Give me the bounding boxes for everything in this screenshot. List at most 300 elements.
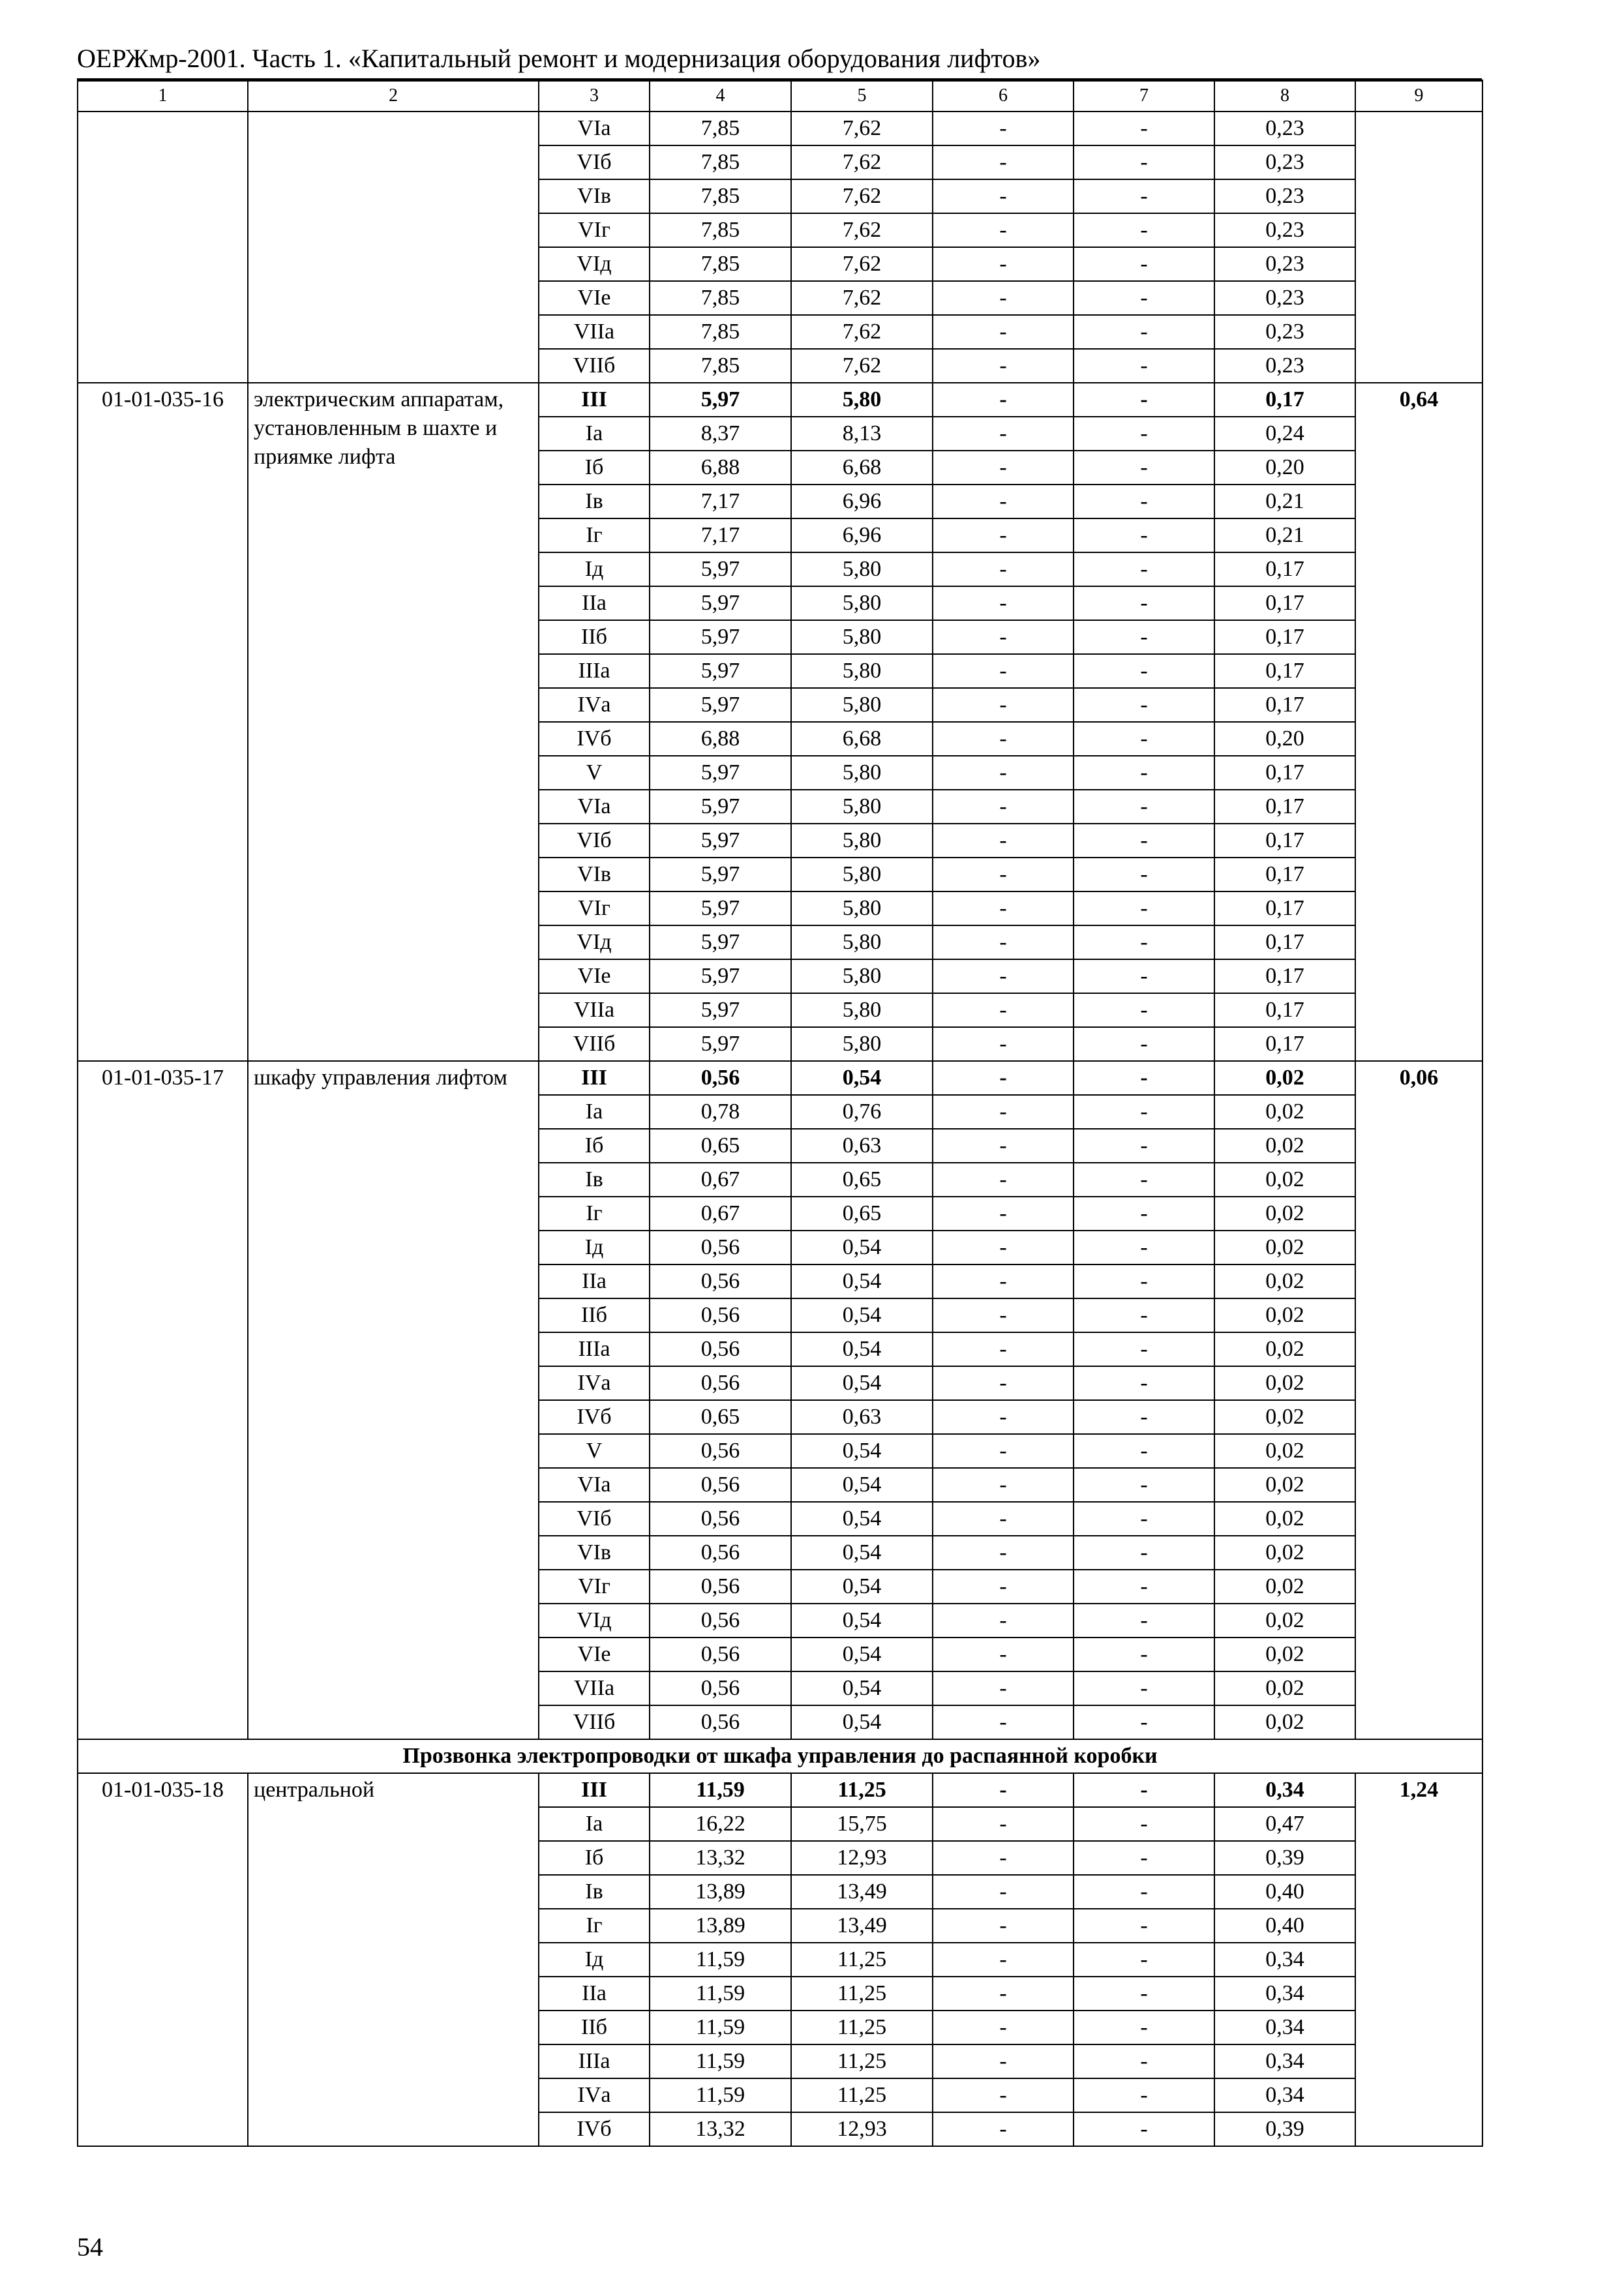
value-cell: 5,97 (650, 688, 791, 722)
value-cell: - (1074, 281, 1214, 315)
value-cell: 5,97 (650, 756, 791, 790)
value-cell: 5,97 (650, 552, 791, 586)
zone-cell: VIIб (539, 349, 650, 383)
value-cell: - (1074, 756, 1214, 790)
value-cell: - (1074, 518, 1214, 552)
column-number: 3 (539, 80, 650, 112)
zone-cell: IIб (539, 620, 650, 654)
value-cell: - (1074, 586, 1214, 620)
table-row (78, 1773, 1482, 1807)
zone-cell: VIб (539, 1502, 650, 1536)
value-cell: 7,85 (650, 112, 791, 145)
value-cell: 13,49 (791, 1875, 933, 1909)
value-cell: 0,56 (650, 1061, 791, 1095)
value-cell: - (933, 349, 1074, 383)
value-cell: - (933, 281, 1074, 315)
value-cell: 6,88 (650, 722, 791, 756)
value-cell: 0,02 (1214, 1570, 1355, 1604)
total-cell: 0,64 (1355, 383, 1482, 1061)
value-cell: - (1074, 112, 1214, 145)
value-cell: - (933, 213, 1074, 247)
zone-cell: IIб (539, 2011, 650, 2044)
value-cell: 0,56 (650, 1264, 791, 1298)
zone-cell: IIIа (539, 1332, 650, 1366)
zone-cell: IVб (539, 1400, 650, 1434)
value-cell: 5,97 (650, 925, 791, 959)
total-cell: 0,06 (1355, 1061, 1482, 1739)
zone-cell: IVа (539, 2078, 650, 2112)
value-cell: - (1074, 654, 1214, 688)
value-cell: 5,80 (791, 959, 933, 993)
value-cell: 7,62 (791, 349, 933, 383)
value-cell: 13,89 (650, 1909, 791, 1943)
value-cell: 0,39 (1214, 1841, 1355, 1875)
value-cell: 0,56 (650, 1366, 791, 1400)
zone-cell: VIд (539, 925, 650, 959)
value-cell: 5,97 (650, 993, 791, 1027)
value-cell: 0,24 (1214, 417, 1355, 451)
value-cell: - (1074, 1264, 1214, 1298)
rate-code (78, 112, 248, 383)
value-cell: 8,37 (650, 417, 791, 451)
zone-cell: VIIб (539, 1027, 650, 1061)
value-cell: 7,62 (791, 281, 933, 315)
value-cell: - (1074, 824, 1214, 858)
value-cell: 5,80 (791, 925, 933, 959)
value-cell: 0,02 (1214, 1604, 1355, 1638)
value-cell: 11,59 (650, 1977, 791, 2011)
zone-cell: V (539, 756, 650, 790)
rate-code: 01-01-035-17 (78, 1061, 248, 1739)
value-cell: - (933, 1163, 1074, 1197)
value-cell: 7,62 (791, 112, 933, 145)
value-cell: 0,54 (791, 1705, 933, 1739)
value-cell: 0,65 (650, 1400, 791, 1434)
zone-cell: IIб (539, 1298, 650, 1332)
zone-cell: IIIа (539, 654, 650, 688)
value-cell: - (933, 1434, 1074, 1468)
value-cell: - (933, 722, 1074, 756)
value-cell: - (933, 1027, 1074, 1061)
value-cell: 0,56 (650, 1705, 791, 1739)
value-cell: - (933, 1705, 1074, 1739)
value-cell: - (933, 1231, 1074, 1264)
value-cell: 0,23 (1214, 179, 1355, 213)
value-cell: 0,54 (791, 1536, 933, 1570)
value-cell: - (1074, 1909, 1214, 1943)
value-cell: 5,80 (791, 824, 933, 858)
value-cell: 0,02 (1214, 1129, 1355, 1163)
value-cell: - (1074, 1638, 1214, 1671)
value-cell: 0,20 (1214, 451, 1355, 485)
zone-cell: VIб (539, 824, 650, 858)
zone-cell: Iб (539, 1841, 650, 1875)
value-cell: 0,54 (791, 1671, 933, 1705)
value-cell: 11,25 (791, 2011, 933, 2044)
value-cell: 0,17 (1214, 383, 1355, 417)
value-cell: 0,17 (1214, 1027, 1355, 1061)
value-cell: - (933, 1061, 1074, 1095)
zone-cell: IVа (539, 688, 650, 722)
value-cell: 11,25 (791, 2044, 933, 2078)
zone-cell: Iд (539, 1943, 650, 1977)
value-cell: 0,17 (1214, 891, 1355, 925)
value-cell: 7,85 (650, 145, 791, 179)
value-cell: - (933, 1773, 1074, 1807)
column-number: 2 (248, 80, 539, 112)
work-description: электрическим аппаратам, установленным в шахте и приямке лифта (248, 383, 539, 1061)
value-cell: - (933, 688, 1074, 722)
value-cell: - (933, 790, 1074, 824)
value-cell: - (933, 179, 1074, 213)
value-cell: 5,80 (791, 688, 933, 722)
value-cell: - (933, 959, 1074, 993)
zone-cell: VIг (539, 1570, 650, 1604)
value-cell: 0,56 (650, 1502, 791, 1536)
value-cell: 0,23 (1214, 247, 1355, 281)
zone-cell: Iб (539, 451, 650, 485)
value-cell: 11,25 (791, 2078, 933, 2112)
value-cell: - (933, 552, 1074, 586)
value-cell: - (1074, 1705, 1214, 1739)
value-cell: 0,02 (1214, 1095, 1355, 1129)
section-row (78, 1739, 1482, 1773)
value-cell: - (933, 1977, 1074, 2011)
value-cell: 0,34 (1214, 2078, 1355, 2112)
value-cell: 0,02 (1214, 1468, 1355, 1502)
value-cell: 0,17 (1214, 620, 1355, 654)
value-cell: - (1074, 1841, 1214, 1875)
value-cell: - (933, 2011, 1074, 2044)
value-cell: 11,59 (650, 1773, 791, 1807)
value-cell: - (933, 315, 1074, 349)
zone-cell: IIа (539, 1977, 650, 2011)
value-cell: 7,62 (791, 145, 933, 179)
value-cell: 5,97 (650, 654, 791, 688)
value-cell: 0,02 (1214, 1400, 1355, 1434)
column-number: 8 (1214, 80, 1355, 112)
value-cell: 7,62 (791, 247, 933, 281)
value-cell: 0,34 (1214, 1773, 1355, 1807)
value-cell: 0,17 (1214, 824, 1355, 858)
value-cell: - (1074, 790, 1214, 824)
value-cell: 0,23 (1214, 145, 1355, 179)
value-cell: 5,97 (650, 620, 791, 654)
table-row (78, 1061, 1482, 1095)
value-cell: 0,34 (1214, 1943, 1355, 1977)
total-cell (1355, 112, 1482, 383)
value-cell: 7,85 (650, 281, 791, 315)
value-cell: 11,59 (650, 2078, 791, 2112)
value-cell: 0,34 (1214, 2044, 1355, 2078)
value-cell: - (933, 485, 1074, 518)
value-cell: - (1074, 1095, 1214, 1129)
value-cell: - (1074, 451, 1214, 485)
value-cell: - (1074, 1027, 1214, 1061)
page-number: 54 (77, 2232, 103, 2262)
zone-cell: VIе (539, 1638, 650, 1671)
column-number: 5 (791, 80, 933, 112)
value-cell: - (1074, 858, 1214, 891)
zone-cell: IIа (539, 586, 650, 620)
column-number: 7 (1074, 80, 1214, 112)
value-cell: 0,23 (1214, 315, 1355, 349)
value-cell: - (1074, 1604, 1214, 1638)
value-cell: 0,78 (650, 1095, 791, 1129)
zone-cell: VIв (539, 179, 650, 213)
value-cell: 0,54 (791, 1570, 933, 1604)
value-cell: 5,97 (650, 959, 791, 993)
value-cell: 8,13 (791, 417, 933, 451)
value-cell: 0,02 (1214, 1264, 1355, 1298)
value-cell: - (1074, 1231, 1214, 1264)
zone-cell: VIг (539, 891, 650, 925)
value-cell: - (933, 1536, 1074, 1570)
value-cell: - (933, 925, 1074, 959)
zone-cell: Iа (539, 1095, 650, 1129)
value-cell: - (1074, 1434, 1214, 1468)
value-cell: 11,59 (650, 2044, 791, 2078)
value-cell: - (933, 858, 1074, 891)
work-description (248, 112, 539, 383)
zone-cell: Iв (539, 485, 650, 518)
zone-cell: Iа (539, 1807, 650, 1841)
value-cell: - (933, 654, 1074, 688)
value-cell: - (933, 1366, 1074, 1400)
value-cell: 0,23 (1214, 281, 1355, 315)
zone-cell: Iг (539, 1909, 650, 1943)
value-cell: 0,23 (1214, 349, 1355, 383)
zone-cell: VIе (539, 281, 650, 315)
value-cell: - (933, 383, 1074, 417)
zone-cell: VIд (539, 247, 650, 281)
value-cell: 0,02 (1214, 1671, 1355, 1705)
value-cell: - (933, 1570, 1074, 1604)
value-cell: 13,49 (791, 1909, 933, 1943)
value-cell: 0,17 (1214, 688, 1355, 722)
value-cell: - (933, 1604, 1074, 1638)
rate-code: 01-01-035-16 (78, 383, 248, 1061)
zone-cell: Iв (539, 1875, 650, 1909)
value-cell: - (1074, 959, 1214, 993)
value-cell: - (1074, 1502, 1214, 1536)
zone-cell: VIд (539, 1604, 650, 1638)
value-cell: 0,56 (650, 1570, 791, 1604)
value-cell: 7,17 (650, 518, 791, 552)
value-cell: 6,68 (791, 722, 933, 756)
value-cell: - (933, 1095, 1074, 1129)
value-cell: - (1074, 1977, 1214, 2011)
value-cell: 5,97 (650, 790, 791, 824)
value-cell: - (1074, 1570, 1214, 1604)
rate-code: 01-01-035-18 (78, 1773, 248, 2146)
value-cell: 5,80 (791, 790, 933, 824)
value-cell: 0,56 (650, 1231, 791, 1264)
value-cell: 0,67 (650, 1197, 791, 1231)
value-cell: 0,56 (650, 1468, 791, 1502)
value-cell: 7,17 (650, 485, 791, 518)
value-cell: 0,54 (791, 1231, 933, 1264)
value-cell: 5,97 (650, 383, 791, 417)
value-cell: 5,80 (791, 1027, 933, 1061)
value-cell: - (933, 1909, 1074, 1943)
value-cell: 0,02 (1214, 1332, 1355, 1366)
value-cell: 12,93 (791, 1841, 933, 1875)
value-cell: 0,17 (1214, 858, 1355, 891)
value-cell: - (1074, 2078, 1214, 2112)
zone-cell: VIIа (539, 1671, 650, 1705)
value-cell: 0,17 (1214, 654, 1355, 688)
value-cell: 0,02 (1214, 1434, 1355, 1468)
value-cell: - (1074, 349, 1214, 383)
page-header: ОЕРЖмр-2001. Часть 1. «Капитальный ремонт и модернизация оборудования лифтов» (77, 40, 1482, 82)
value-cell: 7,85 (650, 247, 791, 281)
value-cell: 0,47 (1214, 1807, 1355, 1841)
column-number: 1 (78, 80, 248, 112)
value-cell: 0,02 (1214, 1366, 1355, 1400)
value-cell: - (933, 518, 1074, 552)
value-cell: 0,02 (1214, 1638, 1355, 1671)
value-cell: - (933, 451, 1074, 485)
value-cell: - (933, 145, 1074, 179)
value-cell: 5,97 (650, 1027, 791, 1061)
table-row (78, 112, 1482, 145)
value-cell: 0,54 (791, 1638, 933, 1671)
zone-cell: IVб (539, 2112, 650, 2146)
value-cell: - (933, 824, 1074, 858)
value-cell: 11,25 (791, 1773, 933, 1807)
value-cell: 0,54 (791, 1061, 933, 1095)
value-cell: 5,80 (791, 891, 933, 925)
value-cell: 0,02 (1214, 1197, 1355, 1231)
value-cell: - (1074, 2044, 1214, 2078)
value-cell: - (933, 1197, 1074, 1231)
value-cell: 6,96 (791, 518, 933, 552)
value-cell: - (933, 1264, 1074, 1298)
value-cell: 6,88 (650, 451, 791, 485)
zone-cell: Iа (539, 417, 650, 451)
value-cell: 5,97 (650, 891, 791, 925)
value-cell: - (933, 2044, 1074, 2078)
value-cell: 5,80 (791, 993, 933, 1027)
value-cell: - (933, 2112, 1074, 2146)
value-cell: 0,54 (791, 1604, 933, 1638)
value-cell: 0,17 (1214, 993, 1355, 1027)
value-cell: 7,85 (650, 179, 791, 213)
column-number: 4 (650, 80, 791, 112)
value-cell: 0,54 (791, 1502, 933, 1536)
value-cell: 0,63 (791, 1400, 933, 1434)
value-cell: 0,65 (650, 1129, 791, 1163)
value-cell: 0,56 (650, 1671, 791, 1705)
value-cell: - (1074, 1671, 1214, 1705)
value-cell: - (933, 1129, 1074, 1163)
value-cell: - (1074, 383, 1214, 417)
value-cell: 0,54 (791, 1332, 933, 1366)
value-cell: 0,54 (791, 1298, 933, 1332)
value-cell: - (1074, 993, 1214, 1027)
value-cell: - (1074, 1773, 1214, 1807)
value-cell: - (1074, 722, 1214, 756)
value-cell: 7,85 (650, 349, 791, 383)
value-cell: - (933, 1807, 1074, 1841)
zone-cell: VIв (539, 858, 650, 891)
value-cell: - (933, 1332, 1074, 1366)
value-cell: 13,89 (650, 1875, 791, 1909)
value-cell: 6,96 (791, 485, 933, 518)
zone-cell: VIIа (539, 993, 650, 1027)
zone-cell: III (539, 1061, 650, 1095)
column-number-row (78, 80, 1482, 112)
value-cell: - (933, 1841, 1074, 1875)
value-cell: 0,21 (1214, 485, 1355, 518)
value-cell: - (1074, 1400, 1214, 1434)
zone-cell: VIIб (539, 1705, 650, 1739)
value-cell: 0,21 (1214, 518, 1355, 552)
zone-cell: VIа (539, 790, 650, 824)
value-cell: - (1074, 925, 1214, 959)
value-cell: 5,80 (791, 654, 933, 688)
value-cell: - (933, 112, 1074, 145)
zone-cell: IIIа (539, 2044, 650, 2078)
value-cell: 7,85 (650, 213, 791, 247)
zone-cell: VIIа (539, 315, 650, 349)
value-cell: 0,56 (650, 1332, 791, 1366)
value-cell: 0,56 (650, 1298, 791, 1332)
value-cell: 0,40 (1214, 1875, 1355, 1909)
value-cell: 13,32 (650, 2112, 791, 2146)
value-cell: 0,17 (1214, 586, 1355, 620)
value-cell: - (933, 1638, 1074, 1671)
value-cell: 5,80 (791, 756, 933, 790)
value-cell: - (933, 1943, 1074, 1977)
zone-cell: IIа (539, 1264, 650, 1298)
value-cell: 0,54 (791, 1434, 933, 1468)
value-cell: 0,02 (1214, 1536, 1355, 1570)
value-cell: 0,02 (1214, 1502, 1355, 1536)
value-cell: - (1074, 688, 1214, 722)
value-cell: 0,17 (1214, 925, 1355, 959)
value-cell: 0,56 (650, 1536, 791, 1570)
total-cell: 1,24 (1355, 1773, 1482, 2146)
value-cell: 0,02 (1214, 1163, 1355, 1197)
value-cell: 0,65 (791, 1163, 933, 1197)
value-cell: 0,54 (791, 1366, 933, 1400)
value-cell: 15,75 (791, 1807, 933, 1841)
value-cell: - (933, 1875, 1074, 1909)
value-cell: 0,17 (1214, 552, 1355, 586)
value-cell: 13,32 (650, 1841, 791, 1875)
value-cell: - (1074, 1943, 1214, 1977)
value-cell: 5,97 (650, 586, 791, 620)
value-cell: 5,80 (791, 383, 933, 417)
section-title: Прозвонка электропроводки от шкафа управления до распаянной коробки (78, 1739, 1482, 1773)
value-cell: - (933, 1298, 1074, 1332)
value-cell: - (1074, 179, 1214, 213)
value-cell: 0,65 (791, 1197, 933, 1231)
zone-cell: VIа (539, 1468, 650, 1502)
value-cell: 5,80 (791, 620, 933, 654)
zone-cell: V (539, 1434, 650, 1468)
zone-cell: III (539, 1773, 650, 1807)
value-cell: - (1074, 1163, 1214, 1197)
value-cell: - (1074, 1061, 1214, 1095)
column-number: 9 (1355, 80, 1482, 112)
zone-cell: III (539, 383, 650, 417)
value-cell: 0,23 (1214, 112, 1355, 145)
value-cell: 0,17 (1214, 756, 1355, 790)
value-cell: - (1074, 1875, 1214, 1909)
